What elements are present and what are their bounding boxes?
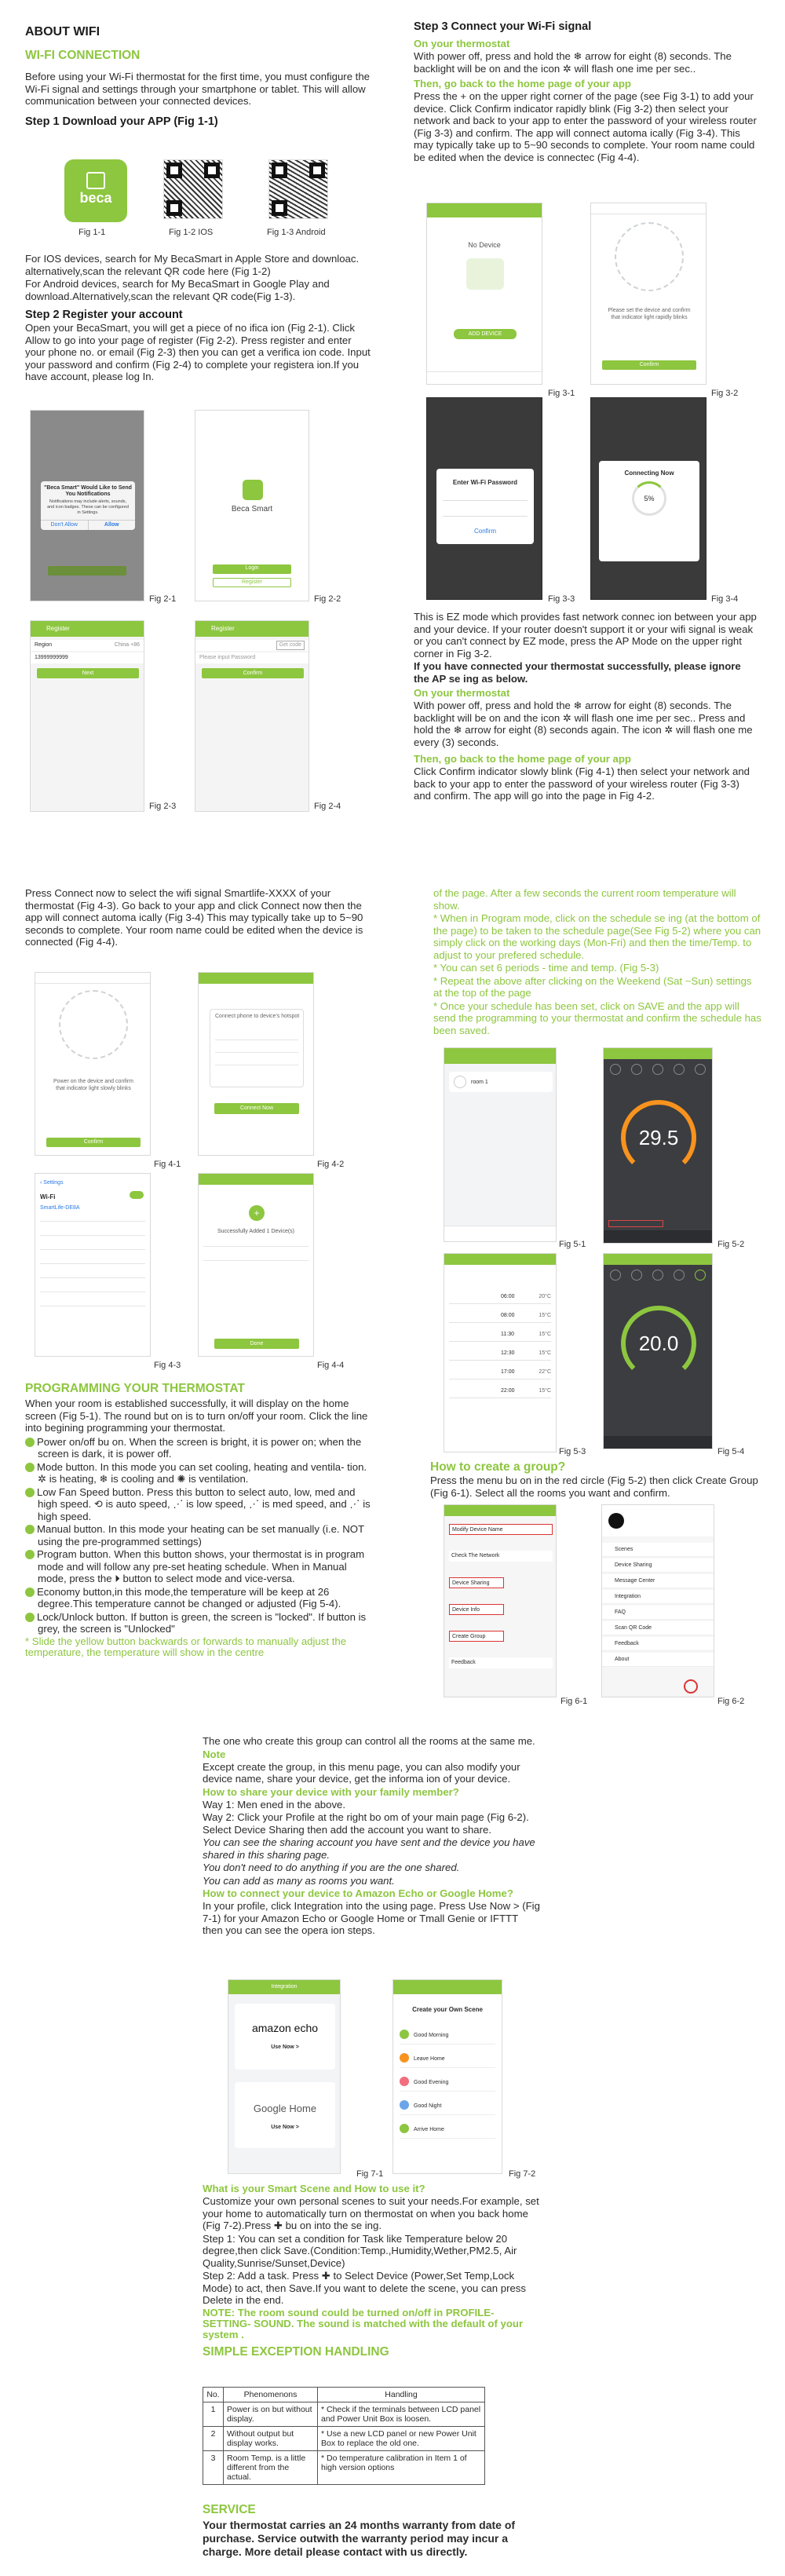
schedule-row[interactable] [449,1384,551,1398]
profile-tab-highlight[interactable] [684,1679,698,1694]
economy-button-icon [25,1588,35,1597]
fig-2-1-caption: Fig 2-1 [149,594,177,604]
region-label: Region [35,642,53,648]
schedule-section [433,887,763,1037]
schedule-time: 22:00 [501,1388,515,1394]
step3-p3: With power off, press and hold the ❄ arrow for eight (8) seconds. The backlight will be on and the icon ✲ will flash one ime per sec.. Press and hold the ❄ arrow for eight (8) seconds again. The icon ✲ will flash one me every (3) seconds. [414,700,753,748]
if-connected-text: If you have connected your thermostat successfully, please ignore the AP se ing as below. [414,660,741,685]
fig-3-4-caption: Fig 3-4 [711,594,739,604]
ios-instructions: For IOS devices, search for My BecaSmart in Apple Store and downloac. alternatively,scan the relevant QR code here (Fig 1-2) [25,253,360,277]
table-row [203,2427,485,2451]
schedule-time: 17:00 [501,1369,515,1375]
table-row [203,2451,485,2485]
amazon-echo-logo: amazon echo [251,2022,319,2034]
scene-heading: What is your Smart Scene and How to use it? [203,2183,425,2194]
way2-text: Way 2: Click your Profile at the right bo om of your main page (Fig 6-2). Select Device Sharing then add the account you want to share. [203,1811,529,1836]
schedule-time: 06:00 [501,1294,515,1299]
alexa-text: In your profile, click Integration into the using page. Press Use Now > (Fig 7-1) for your Amazon Echo or Google Home or Tmall Genie or IFTTT then you can see the opera ion steps. [203,1900,540,1936]
service-heading: SERVICE [203,2503,256,2516]
step3-heading: Step 3 Connect your Wi-Fi signal [414,20,592,33]
sharing-note-3: You can add as many as rooms you want. [203,1874,395,1887]
schedule-row[interactable] [449,1328,551,1342]
notification-body: Notifications may include alerts, sounds, and icon badges. These can be configured in Settings. [47,499,129,515]
scene-icon [400,2100,409,2110]
group-heading: How to create a group? [430,1460,566,1474]
connect-now-text: Press Connect now to select the wifi signal Smartlife-XXXX of your thermostat (Fig 4-3). Go back to your app and click Connect now then the app will connect automa ically (Fig 3-4) This may typically take up to 5~90 seconds to complete. Your room name could be edited when the device is connected (Fig 4-4). [25,887,363,948]
fig-1-3-caption: Fig 1-3 Android [267,228,326,237]
exception-heading: SIMPLE EXCEPTION HANDLING [203,2344,389,2359]
exception-table [203,2387,485,2485]
group-control-text: The one who create this group can control all the rooms at the same me. [203,1735,535,1747]
fan-speed-button-icon [25,1488,35,1497]
power-button-icon [25,1438,35,1447]
scene-text: Customize your own personal scenes to suit your needs.For example, set your home to automatically turn on thermostat on when you back home (Fig 7-2).Press ✚ bu on into the se ing. [203,2195,539,2231]
wifi-label: Wi-Fi [40,1193,56,1200]
profile-menu-item[interactable]: Scenes [602,1543,714,1557]
device-menu-item[interactable]: Device Sharing [449,1577,504,1588]
scene-name: Good Morning [414,2033,449,2038]
device-menu-item[interactable]: Device Info [449,1604,504,1615]
notification-dialog [41,481,135,530]
slide-note: * Slide the yellow button backwards or forwards to manually adjust the temperature, the temperature will show in the centre [25,1635,347,1658]
row-phenomenon: Power is on but without display. [224,2402,318,2427]
step2-text: Open your BecaSmart, you will get a piece of no ifica ion (Fig 2-1). Click Allow to go into your page of register (Fig 2-2). Press register and enter your phone no. or email (Fig 2-3) then you can get a verifica ion code. Input your password and confirm (Fig 2-4) to complete your registera ion.If you have account, please log In. [25,322,371,382]
google-home-card[interactable] [235,2082,335,2148]
android-qr-code [268,159,328,219]
fig-2-4-caption: Fig 2-4 [314,802,341,811]
service-text: Your thermostat carries an 24 months warranty from date of purchase. Service outwith the warranty period may incur a charge. More detail please contact with us directly. [203,2519,516,2558]
region-row[interactable] [31,640,144,651]
manual-button-icon [25,1525,35,1534]
alexa-heading: How to connect your device to Amazon Echo or Google Home? [203,1887,513,1899]
intro-text: Before using your Wi-Fi thermostat for the first time, you must configure the Wi-Fi signal and settings through your smartphone or tablet. This will allow communication between your connected devices. [25,71,371,107]
schedule-time: 12:30 [501,1350,515,1356]
programming-item-text: Lock/Unlock button. If button is green, the screen is "locked". If button is grey, the screen is "Unlocked" [37,1610,367,1635]
added-text: Successfully Added 1 Device(s) [217,1229,295,1234]
schedule-temp: 15°C [539,1332,551,1337]
fig-5-4-screenshot [603,1253,713,1449]
row-no: 3 [203,2451,224,2485]
about-wifi-section [25,25,371,129]
schedule-temp: 15°C [539,1388,551,1394]
fig-3-2-screenshot: Please set the device and confirm that indicator light rapidly blinks Confirm [590,203,706,385]
schedule-p1: of the page. After a few seconds the current room temperature will show. [433,887,736,912]
wifi-toggle[interactable] [130,1191,144,1199]
scene-item[interactable] [400,2051,495,2068]
scene-icon [400,2077,409,2086]
scene-step2: Step 2: Add a task. Press ✚ to Select Device (Power,Set Temp,Lock Mode) to act, then Save.If you want to delete the scene, you can press Delete in the end. [203,2270,526,2306]
way1-text: Way 1: Men ened in the above. [203,1798,346,1811]
col-no: No. [203,2388,224,2402]
sharing-note-2: You don't need to do anything if you are the one shared. [203,1862,460,1873]
schedule-row[interactable] [449,1290,551,1304]
fig-6-2-screenshot [601,1504,714,1697]
connecting-title: Connecting Now [624,470,674,477]
scene-name: Leave Home [414,2056,445,2062]
then-back-heading: Then, go back to the home page of your app [414,78,631,90]
fig-5-1-screenshot [444,1047,557,1242]
fig-2-4-screenshot [195,620,309,812]
step3-p4: Click Confirm indicator slowly blink (Fig 4-1) then select your network and back to your app to enter the password of your wireless router (Fig 3-3) and confirm. The app will go into the page in Fig 4-2. [414,765,750,802]
success-check-icon: + [249,1205,265,1221]
confirm-button[interactable]: Confirm [202,668,304,678]
fig-5-2-screenshot [603,1047,713,1244]
fig-3-2-caption: Fig 3-2 [711,389,739,398]
lock-button-icon [25,1613,35,1622]
scene-name: Arrive Home [414,2127,444,2132]
program-button-item [25,1548,371,1585]
on-thermostat-heading: On your thermostat [414,38,510,49]
wifi-connection-heading: WI-FI CONNECTION [25,49,141,62]
fan-speed-button-item [25,1486,371,1523]
register-header: Register [31,621,144,637]
profile-header [602,1505,714,1536]
step3-p2: Press the + on the upper right corner of the page (see Fig 3-1) to add your device. Click Confirm indicator rapidly blink (Fig 3-2) then select your network and back to your app to enter the password of your wireless router (Fig 3-3) and confirm. The app will connect automa ically (Fig 3-4). This may typically take up to 5~90 seconds to complete. Your room name could be edited when the device is connectec (Fig 4-4). [414,90,757,163]
fig-6-2-caption: Fig 6-2 [717,1697,745,1706]
lock-button-item [25,1611,371,1635]
schedule-temp: 20°C [539,1294,551,1299]
google-use-now-button[interactable]: Use Now > [271,2124,299,2130]
room-name: room 1 [471,1080,488,1085]
fig-3-1-screenshot [426,203,542,385]
get-code-button[interactable]: Get code [276,641,305,650]
amazon-use-now-button[interactable]: Use Now > [271,2044,299,2050]
step2-heading: Step 2 Register your account [25,309,183,321]
schedule-row[interactable] [449,1346,551,1361]
smartlife-network[interactable]: SmartLife-DE8A [40,1205,80,1211]
step3-section [414,20,759,164]
bottom-nav [427,371,542,384]
fig-4-1-screenshot: Power on the device and confirm that indicator light slowly blinks Confirm [35,972,151,1156]
hotspot-instruction-card: Connect phone to device's hotspot [210,1009,304,1087]
schedule-b2: * You can set 6 periods - time and temp. (Fig 5-3) [433,962,659,974]
scene-item[interactable] [400,2074,495,2092]
schedule-time: 08:00 [501,1313,515,1318]
step1-heading: Step 1 Download your APP (Fig 1-1) [25,115,218,128]
programming-intro: When your room is established successfully, it will display on the home screen (Fig 5-1). The round but on is to turn on/off your room. Click the line into begining programming your thermostat. [25,1398,368,1434]
ios-qr-code [163,159,223,219]
scene-icon [400,2053,409,2063]
group-section [430,1460,768,1500]
schedule-b1: * When in Program mode, click on the schedule se ing (at the bottom of the page) to be taken to the schedule page(See Fig 5-2) where you can simply click on the working days (Mon-Fri) and then the time/Temp. to adjust to your prefered schedule. [433,912,761,961]
fig-6-1-caption: Fig 6-1 [560,1697,588,1706]
connecting-percent: 5% [632,481,666,516]
table-row [203,2402,485,2427]
fig-3-1-caption: Fig 3-1 [548,389,575,398]
fig-7-1-caption: Fig 7-1 [356,2169,384,2179]
row-phenomenon: Room Temp. is a little different from the actual. [224,2451,318,2485]
scene-name: Good Evening [414,2080,449,2085]
sound-note: NOTE: The room sound could be turned on/off in PROFILE-SETTING- SOUND. The sound is matched with the default of your system . [203,2306,524,2340]
current-temperature: 29.5 [621,1100,696,1175]
scene-item[interactable] [400,2121,495,2139]
service-section [203,2503,532,2560]
power-button-item [25,1436,371,1460]
connect-now-section [25,887,371,949]
fig-3-3-screenshot [426,397,542,600]
dim-login-button [48,566,126,575]
programming-item-text: Low Fan Speed button. Press this button to select auto, low, med and high speed. ⟲ is auto speed, ⋰ is low speed, ⋰ is med speed, and ⋰ is high speed. [37,1485,371,1522]
programming-heading: PROGRAMMING YOUR THERMOSTAT [25,1382,245,1395]
col-handling: Handling [318,2388,485,2402]
scene-step1: Step 1: You can set a condition for Task like Temperature below 20 degree,then click Save.(Condition:Temp.,Humidity,Wether,PM2.5, Air Quality,Sunrise/Sunset,Device) [203,2232,517,2269]
profile-menu-item[interactable]: About [602,1653,714,1667]
beca-logo-text: beca [79,190,112,206]
register-button[interactable]: Register [213,578,291,587]
programming-item-text: Program button. When this button shows, your thermostat is in program mode and will follow any pre-set heating schedule. When in Manual mode, press the ⏵ button to select mode and vice-versa. [37,1548,365,1584]
mode-button-item [25,1461,371,1485]
connect-now-button[interactable]: Connect Now [214,1103,299,1114]
fig-4-4-caption: Fig 4-4 [317,1361,345,1370]
col-phenomenons: Phenomenons [224,2388,318,2402]
device-menu-item[interactable]: Create Group [449,1631,504,1642]
programming-item-text: Manual button. In this mode your heating can be set manually (i.e. NOT using the pre-programmed settings) [37,1523,364,1547]
fig-4-4-screenshot [198,1173,314,1357]
empty-state-illustration [466,258,504,290]
fig-3-4-screenshot [590,397,706,600]
register-header-2: Register [195,621,309,637]
fig-7-2-screenshot [392,1979,502,2174]
beca-app-icon [64,159,127,222]
then-back-heading-2: Then, go back to the home page of your app [414,753,631,765]
schedule-temp: 15°C [539,1313,551,1318]
code-row[interactable] [195,640,309,651]
profile-menu-item[interactable]: FAQ [602,1606,714,1620]
beca-smart-label: Beca Smart [231,505,273,513]
programming-item-text: Economy button,in this mode,the temperature will be keep at 26 degree.This temperature cannot be changed or adjusted (Fig 5-4). [37,1585,341,1610]
device-menu-item[interactable]: Check The Network [449,1551,553,1562]
scene-icon [400,2124,409,2133]
row-handling: * Check if the terminals between LCD panel and Power Unit Box is loosen. [318,2402,485,2427]
schedule-row[interactable] [449,1365,551,1379]
fig-7-1-screenshot [228,1979,341,2174]
on-thermostat-heading-2: On your thermostat [414,687,510,699]
fig-6-1-screenshot [444,1504,557,1697]
economy-temperature: 20.0 [621,1306,696,1381]
avatar [608,1513,624,1529]
password-input[interactable]: Please input Password [195,652,309,663]
scene-item[interactable] [400,2098,495,2115]
dont-allow-button[interactable]: Don't Allow [41,521,89,530]
ez-mode-text: This is EZ mode which provides fast network connec ion between your app and your device. If your router doesn't support it or your wifi signal is weak or you can't connect by EZ mode, press the AP Mode on the upper right corner in Fig 3-2. [414,611,757,660]
smart-scene-section [203,2183,540,2359]
home-bottom-nav [444,1226,556,1241]
scene-title: Create your Own Scene [412,2006,483,2013]
scene-name: Good Night [414,2103,442,2109]
program-button-icon [25,1550,35,1559]
sharing-section [203,1735,540,1938]
fig-5-4-caption: Fig 5-4 [717,1447,745,1456]
row-no: 1 [203,2402,224,2427]
google-home-logo: Google Home [253,2103,317,2114]
confirm-slow-blink-button[interactable]: Confirm [46,1138,141,1147]
fig-5-3-caption: Fig 5-3 [559,1447,586,1456]
economy-button-item [25,1586,371,1610]
fig-1-2-caption: Fig 1-2 IOS [169,228,214,237]
profile-menu-item[interactable]: Integration [602,1590,714,1604]
scene-icon [400,2030,409,2039]
schedule-b4: * Once your schedule has been set, click on SAVE and the app will send the programming to your thermostat and confirm the schedule has been saved. [433,999,761,1036]
profile-menu-item[interactable]: Scan QR Code [602,1621,714,1635]
wifi-confirm-button[interactable]: Confirm [473,528,496,535]
region-value: China +86 [114,642,140,648]
login-button[interactable]: Login [213,565,291,574]
note-text: Except create the group, in this menu page, you can also modify your device name, share your device, get the informa ion of your device. [203,1760,520,1785]
fig-2-2-caption: Fig 2-2 [314,594,341,604]
done-button[interactable]: Done [214,1339,299,1349]
programming-section [25,1382,371,1659]
schedule-temp: 22°C [539,1369,551,1375]
fig-7-2-caption: Fig 7-2 [509,2169,536,2179]
thermostat-dial-illustration-2 [59,990,128,1059]
schedule-time: 11:30 [501,1332,514,1337]
amazon-echo-card[interactable] [235,2004,335,2070]
page-title: ABOUT WIFI [25,25,100,38]
row-no: 2 [203,2427,224,2451]
mode-button-icon [25,1463,35,1472]
android-instructions: For Android devices, search for My BecaSmart in Google Play and download.Alternatively,scan the relevant QR code(Fig 1-3). [25,278,330,302]
group-text: Press the menu bu on in the red circle (Fig 5-2) then click Create Group (Fig 6-1). Select all the rooms you want and confirm. [430,1474,758,1499]
fig-2-2-screenshot [195,410,309,601]
download-instructions [25,253,371,384]
fig-4-1-caption: Fig 4-1 [154,1160,181,1169]
allow-button[interactable]: Allow [104,522,119,528]
manual-button-item [25,1523,371,1547]
fig-2-1-screenshot [30,410,144,601]
profile-menu-item[interactable]: Feedback [602,1637,714,1651]
scene-item[interactable] [400,2027,495,2044]
no-device-label: No Device [468,241,501,249]
ap-mode-section [414,611,759,803]
wifi-password-dialog [436,469,534,544]
device-menu-item[interactable]: Modify Device Name [449,1524,553,1535]
enter-password-title: Enter Wi-Fi Password [452,479,518,486]
device-menu-item[interactable]: Feedback [449,1657,553,1668]
connecting-dialog [599,461,699,561]
sharing-note-1: You can see the sharing account you have sent and the device you have shared in this sharing page. [203,1836,535,1861]
step3-p1: With power off, press and hold the ❄ arrow for eight (8) seconds. The backlight will be on and the icon ✲ will flash one ime per sec.. [414,50,732,75]
room-card[interactable] [449,1072,553,1092]
notification-title: "Beca Smart" Would Like to Send You Notifications [44,485,132,497]
fig-4-3-screenshot: ‹ Settings Wi-Fi SmartLife-DE8A [35,1173,151,1357]
add-device-button[interactable]: ADD DEVICE [454,329,517,339]
fig-2-3-caption: Fig 2-3 [149,802,177,811]
next-button[interactable]: Next [37,668,139,678]
schedule-row[interactable] [449,1309,551,1323]
fig-5-1-caption: Fig 5-1 [559,1240,586,1249]
schedule-temp: 15°C [539,1350,551,1356]
integration-header: Integration [228,1980,340,1994]
fig-5-3-screenshot [444,1253,557,1452]
share-heading: How to share your device with your family member? [203,1785,459,1798]
phone-input[interactable]: 13999999999 [31,652,144,663]
row-handling: * Use a new LCD panel or new Power Unit Box to replace the old one. [318,2427,485,2451]
fig-4-2-screenshot [198,972,314,1156]
note-heading: Note [203,1748,226,1760]
fig-1-1-caption: Fig 1-1 [78,228,106,237]
programming-item-text: Power on/off bu on. When the screen is bright, it is power on; when the screen is dark, it is power off. [37,1435,362,1460]
beca-small-logo-icon [243,480,263,500]
profile-menu-item[interactable]: Message Center [602,1574,714,1588]
fig-2-3-screenshot [30,620,144,812]
programming-item-text: Mode button. In this mode you can set cooling, heating and ventila- tion. ✲ is heating, ❄ is cooling and ✺ is ventilation. [37,1460,367,1485]
fig-4-2-caption: Fig 4-2 [317,1160,345,1169]
fig-3-3-caption: Fig 3-3 [548,594,575,604]
row-handling: * Do temperature calibration in Item 1 of high version options [318,2451,485,2485]
fig-5-2-caption: Fig 5-2 [717,1240,745,1249]
schedule-b3: * Repeat the above after clicking on the Weekend (Sat ~Sun) settings at the top of the page [433,974,752,999]
programming-button-list [25,1436,371,1635]
row-phenomenon: Without output but display works. [224,2427,318,2451]
profile-menu-item[interactable]: Device Sharing [602,1558,714,1573]
confirm-blink-button[interactable]: Confirm [602,360,696,370]
fig-4-3-caption: Fig 4-3 [154,1361,181,1370]
thermostat-dial-illustration [615,222,684,291]
